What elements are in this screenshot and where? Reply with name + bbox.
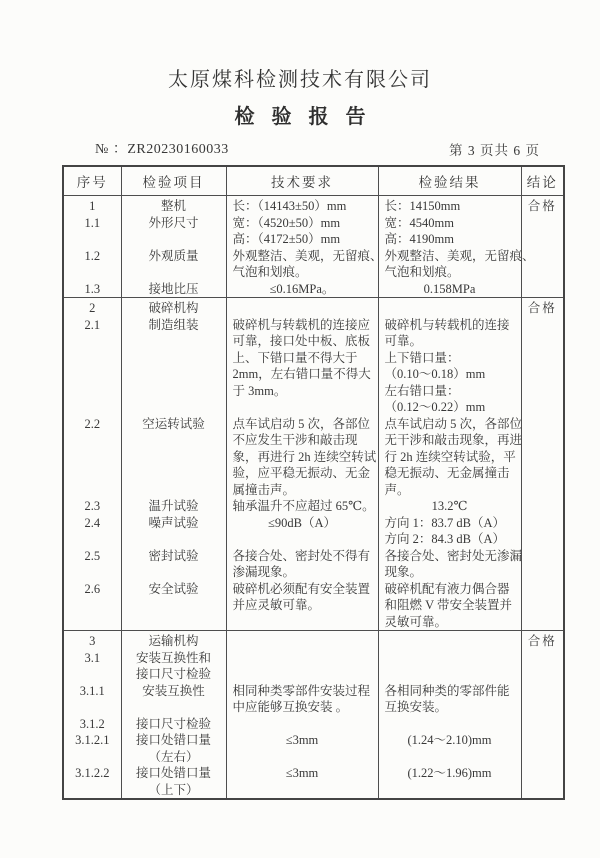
cell-line: 制造组装 bbox=[148, 317, 199, 332]
seq-cell: 2.4 bbox=[63, 515, 121, 548]
result-cell bbox=[378, 498, 521, 515]
cell-line: 接口处错口量 bbox=[135, 766, 211, 780]
item-cell bbox=[121, 716, 226, 733]
result-cell bbox=[378, 298, 521, 317]
requirement-cell bbox=[226, 416, 378, 499]
cell-line: 接地比压 bbox=[148, 281, 199, 296]
cell-line: ≤0.16MPa。 bbox=[269, 281, 335, 296]
requirement-cell bbox=[226, 581, 378, 631]
result-cell bbox=[378, 631, 521, 650]
item-cell bbox=[121, 683, 226, 716]
item-cell bbox=[121, 650, 226, 683]
item-cell bbox=[121, 498, 226, 515]
cell-line: 渗漏现象。 bbox=[232, 565, 296, 579]
table-row bbox=[63, 765, 564, 799]
conclusion-cell: 合格 bbox=[521, 631, 564, 800]
cell-line: 接口尺寸检验 bbox=[135, 667, 211, 681]
table-row bbox=[63, 631, 564, 650]
header-cell-result: 检验结果 bbox=[378, 166, 521, 196]
cell-line: 长：（14143±50）mm bbox=[232, 199, 347, 213]
cell-line: 接口尺寸检验 bbox=[135, 716, 211, 731]
cell-line: 宽：（4520±50）mm bbox=[232, 215, 341, 230]
seq-cell: 1.3 bbox=[63, 281, 121, 298]
cell-line: (1.22～1.96)mm bbox=[407, 766, 492, 780]
cell-line: 于 3mm。 bbox=[232, 383, 287, 398]
item-cell bbox=[121, 631, 226, 650]
seq-cell: 3 bbox=[63, 631, 121, 650]
cell-line: 外形尺寸 bbox=[148, 215, 199, 230]
cell-line: 各接合处、密封处无渗漏 bbox=[384, 548, 523, 563]
result-cell bbox=[378, 683, 521, 716]
requirement-cell bbox=[226, 631, 378, 650]
requirement-cell bbox=[226, 548, 378, 581]
seq-cell: 2.6 bbox=[63, 581, 121, 631]
cell-line: 外观整洁、美观，无留痕、 bbox=[232, 248, 383, 263]
seq-cell: 3.1.1 bbox=[63, 683, 121, 716]
conclusion-cell: 合格 bbox=[521, 196, 564, 298]
seq-cell: 1 bbox=[63, 196, 121, 215]
cell-line: 破碎机构 bbox=[148, 301, 199, 315]
requirement-cell bbox=[226, 215, 378, 232]
cell-line: 稳无振动、无金属撞击 bbox=[384, 466, 510, 480]
result-cell bbox=[378, 548, 521, 581]
table-row bbox=[63, 416, 564, 499]
requirement-cell bbox=[226, 498, 378, 515]
requirement-cell bbox=[226, 515, 378, 548]
seq-cell: 2.5 bbox=[63, 548, 121, 581]
cell-line: 高：（4172±50）mm bbox=[232, 232, 341, 246]
table-row bbox=[63, 515, 564, 548]
item-cell bbox=[121, 231, 226, 248]
item-cell bbox=[121, 248, 226, 281]
table-row bbox=[63, 683, 564, 716]
table-row bbox=[63, 581, 564, 631]
item-cell bbox=[121, 298, 226, 317]
cell-line: 方向 1：83.7 dB（A） bbox=[384, 515, 505, 530]
cell-line: ≤3mm bbox=[285, 733, 319, 747]
seq-cell: 2.3 bbox=[63, 498, 121, 515]
requirement-cell bbox=[226, 281, 378, 298]
report-number bbox=[95, 138, 229, 158]
cell-line: 高：4190mm bbox=[384, 232, 454, 246]
cell-line: 无干涉和敲击现象，再进 bbox=[384, 433, 523, 447]
header-cell-requirement: 技术要求 bbox=[226, 166, 378, 196]
cell-line: 属撞击声。 bbox=[232, 482, 296, 497]
cell-line: 现象。 bbox=[384, 565, 423, 579]
cell-line: 温升试验 bbox=[148, 499, 199, 513]
cell-line: 13.2℃ bbox=[431, 499, 468, 513]
cell-line: 可靠，接口处中板、底板 bbox=[232, 334, 371, 348]
report-title: 检 验 报 告 bbox=[234, 106, 372, 128]
seq-cell bbox=[63, 231, 121, 248]
cell-line: ≤3mm bbox=[285, 766, 319, 780]
item-cell bbox=[121, 215, 226, 232]
seq-cell: 1.1 bbox=[63, 215, 121, 232]
cell-line: 上、下错口量不得大于 bbox=[232, 350, 358, 365]
header-cell-conclusion: 结论 bbox=[521, 166, 564, 196]
requirement-cell bbox=[226, 298, 378, 317]
item-cell bbox=[121, 581, 226, 631]
seq-cell: 2.2 bbox=[63, 416, 121, 499]
cell-line: 整机 bbox=[160, 199, 186, 213]
cell-line: 破碎机与转载机的连接应 bbox=[232, 317, 371, 332]
table-row bbox=[63, 298, 564, 317]
table-row bbox=[63, 231, 564, 248]
item-cell bbox=[121, 548, 226, 581]
cell-line: 破碎机配有液力偶合器 bbox=[384, 581, 510, 596]
cell-line: （上下） bbox=[148, 782, 199, 797]
cell-line: 宽：4540mm bbox=[384, 215, 454, 230]
cell-line: 并应灵敏可靠。 bbox=[232, 598, 321, 612]
table-row bbox=[63, 196, 564, 215]
cell-line: （0.10～0.18）mm bbox=[384, 367, 486, 381]
cell-line: 破碎机必须配有安全装置 bbox=[232, 581, 371, 596]
header-cell-item: 检验项目 bbox=[121, 166, 226, 196]
seq-cell: 3.1.2 bbox=[63, 716, 121, 733]
result-cell bbox=[378, 581, 521, 631]
cell-line: 外观质量 bbox=[148, 248, 199, 263]
cell-line: （0.12～0.22）mm bbox=[384, 400, 486, 414]
header-cell-seq: 序号 bbox=[63, 166, 121, 196]
cell-line: 气泡和划痕。 bbox=[384, 265, 460, 279]
result-cell bbox=[378, 281, 521, 298]
cell-line: 灵敏可靠。 bbox=[384, 614, 448, 629]
cell-line: 不应发生干涉和敲击现 bbox=[232, 433, 358, 447]
table-row bbox=[63, 548, 564, 581]
result-cell bbox=[378, 248, 535, 281]
result-cell bbox=[378, 765, 521, 799]
cell-line: 象，再进行 2h 连续空转试 bbox=[232, 449, 377, 464]
cell-line: 密封试验 bbox=[148, 548, 199, 563]
cell-line: 轴承温升不应超过 65℃。 bbox=[232, 499, 375, 513]
item-cell bbox=[121, 281, 226, 298]
cell-line: 可靠。 bbox=[384, 334, 423, 348]
requirement-cell bbox=[226, 765, 378, 799]
item-cell bbox=[121, 515, 226, 548]
result-cell bbox=[378, 317, 521, 416]
cell-line: 中应能够互换安装 。 bbox=[232, 700, 349, 714]
cell-line: 方向 2：84.3 dB（A） bbox=[384, 532, 505, 546]
result-cell bbox=[378, 732, 521, 765]
requirement-cell bbox=[226, 732, 378, 765]
result-cell bbox=[378, 716, 521, 733]
requirement-cell bbox=[226, 196, 378, 215]
result-cell bbox=[378, 231, 521, 248]
table-row bbox=[63, 732, 564, 765]
cell-line: 气泡和划痕。 bbox=[232, 265, 308, 279]
cell-line: （左右） bbox=[148, 749, 199, 764]
report-number-value: ZR20230160033 bbox=[127, 142, 229, 157]
item-cell bbox=[121, 317, 226, 416]
cell-line: 和阻燃 V 带安全装置并 bbox=[384, 598, 513, 612]
cell-line: 各接合处、密封处不得有 bbox=[232, 548, 371, 563]
result-cell bbox=[378, 196, 521, 215]
cell-line: 点车试启动 5 次，各部位 bbox=[232, 416, 371, 431]
requirement-cell bbox=[226, 716, 378, 733]
result-cell bbox=[378, 650, 521, 683]
table-row bbox=[63, 317, 564, 416]
cell-line: 外观整洁、美观，无留痕、 bbox=[384, 248, 535, 263]
page-indicator: 第 3 页共 6 页 bbox=[449, 143, 540, 158]
cell-line: 接口处错口量 bbox=[135, 733, 211, 747]
cell-line: 相同种类零部件安装过程 bbox=[232, 683, 371, 698]
cell-line: 安装互换性 bbox=[142, 683, 205, 698]
table-row bbox=[63, 248, 564, 281]
item-cell bbox=[121, 732, 226, 765]
requirement-cell bbox=[226, 248, 383, 281]
requirement-cell bbox=[226, 317, 378, 416]
table-row bbox=[63, 716, 564, 733]
table-row bbox=[63, 215, 564, 232]
company-name: 太原煤科检测技术有限公司 bbox=[168, 69, 432, 91]
cell-line: 空运转试验 bbox=[142, 416, 205, 431]
requirement-cell bbox=[226, 231, 378, 248]
cell-line: 0.158MPa bbox=[423, 281, 476, 296]
cell-line: 左右错口量： bbox=[384, 383, 460, 398]
cell-line: 上下错口量： bbox=[384, 350, 460, 365]
inspection-table bbox=[62, 165, 565, 800]
cell-line: 行 2h 连续空转试验，平 bbox=[384, 449, 516, 464]
cell-line: 2mm，左右错口量不得大 bbox=[232, 367, 371, 381]
cell-line: 噪声试验 bbox=[148, 515, 199, 530]
item-cell bbox=[121, 765, 226, 799]
requirement-cell bbox=[226, 650, 378, 683]
cell-line: 长：14150mm bbox=[384, 199, 461, 213]
cell-line: 声。 bbox=[384, 482, 410, 497]
table-row bbox=[63, 498, 564, 515]
seq-cell: 2 bbox=[63, 298, 121, 317]
item-cell bbox=[121, 416, 226, 499]
cell-line: 验，应平稳无振动、无金 bbox=[232, 466, 371, 480]
seq-cell: 2.1 bbox=[63, 317, 121, 416]
result-cell bbox=[378, 215, 521, 232]
seq-cell: 1.2 bbox=[63, 248, 121, 281]
conclusion-cell: 合格 bbox=[521, 298, 564, 631]
report-number-label: № ： bbox=[95, 142, 128, 157]
cell-line: 安装互换性和 bbox=[135, 650, 211, 665]
result-cell bbox=[378, 515, 521, 548]
table-row bbox=[63, 281, 564, 298]
item-cell bbox=[121, 196, 226, 215]
cell-line: 互换安装。 bbox=[384, 700, 448, 714]
cell-line: 各相同种类的零部件能 bbox=[384, 683, 510, 698]
cell-line: 安全试验 bbox=[148, 581, 199, 596]
seq-cell: 3.1 bbox=[63, 650, 121, 683]
cell-line: 运输机构 bbox=[148, 634, 199, 648]
cell-line: 点车试启动 5 次，各部位 bbox=[384, 416, 523, 431]
seq-cell: 3.1.2.1 bbox=[63, 732, 121, 765]
seq-cell: 3.1.2.2 bbox=[63, 765, 121, 799]
table-header-row bbox=[63, 166, 564, 196]
cell-line: (1.24～2.10)mm bbox=[407, 733, 492, 747]
requirement-cell bbox=[226, 683, 378, 716]
table-row bbox=[63, 650, 564, 683]
cell-line: ≤90dB（A） bbox=[268, 515, 336, 530]
cell-line: 破碎机与转载机的连接 bbox=[384, 317, 510, 332]
result-cell bbox=[378, 416, 521, 499]
